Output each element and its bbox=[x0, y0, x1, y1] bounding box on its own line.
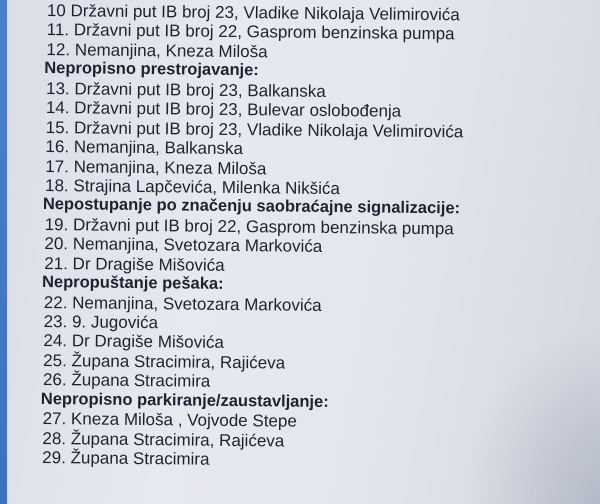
list-item: 20. Nemanjina, Svetozara Markovića bbox=[44, 234, 323, 257]
list-item: 11. Državni put IB broj 22, Gasprom benzinska pumpa bbox=[46, 20, 455, 44]
list-item: 27. Kneza Miloša , Vojvode Stepe bbox=[42, 409, 297, 431]
list-item: 12. Nemanjina, Kneza Miloša bbox=[46, 39, 268, 62]
section-heading: Nepropisno parkiranje/zaustavljanje: bbox=[40, 389, 329, 411]
list-item: 21. Dr Dragiše Mišovića bbox=[44, 253, 225, 275]
section-heading: Nepropisno prestrojavanje: bbox=[44, 59, 259, 80]
list-item: 17. Nemanjina, Kneza Miloša bbox=[45, 156, 267, 178]
list-item: 29. Župana Stracimira bbox=[42, 448, 210, 469]
list-item: 22. Nemanjina, Svetozara Markovića bbox=[43, 292, 322, 315]
list-item: 15. Državni put IB broj 23, Vladike Nikolaja Velimirovića bbox=[45, 117, 464, 142]
section-heading: Nepropuštanje pešaka: bbox=[41, 273, 224, 294]
section-heading: Nepostupanje po značenju saobraćajne signalizacije: bbox=[42, 195, 461, 218]
list-item: 23. 9. Jugovića bbox=[43, 312, 159, 333]
list-item: 13. Državni put IB broj 23, Balkanska bbox=[45, 78, 326, 101]
list-item: 28. Župana Stracimira, Rajićeva bbox=[42, 428, 285, 451]
list-item: 19. Državni put IB broj 22, Gasprom benzinska pumpa bbox=[44, 214, 454, 239]
list-item: 14. Državni put IB broj 23, Bulevar oslobođenja bbox=[45, 98, 402, 121]
list-item: 24. Dr Dragiše Mišovića bbox=[43, 331, 224, 353]
list-item: 25. Župana Stracimira, Rajićeva bbox=[43, 350, 286, 373]
list-item: 18. Strajina Lapčevića, Milenka Nikšića bbox=[44, 175, 340, 199]
list-item: 26. Župana Stracimira bbox=[42, 370, 211, 392]
document-list bbox=[40, 1, 585, 473]
list-item: 10 Državni put IB broj 23, Vladike Nikolaja Velimirovića bbox=[46, 1, 460, 25]
list-item: 16. Nemanjina, Balkanska bbox=[45, 137, 244, 159]
blue-edge-strip bbox=[0, 0, 7, 504]
